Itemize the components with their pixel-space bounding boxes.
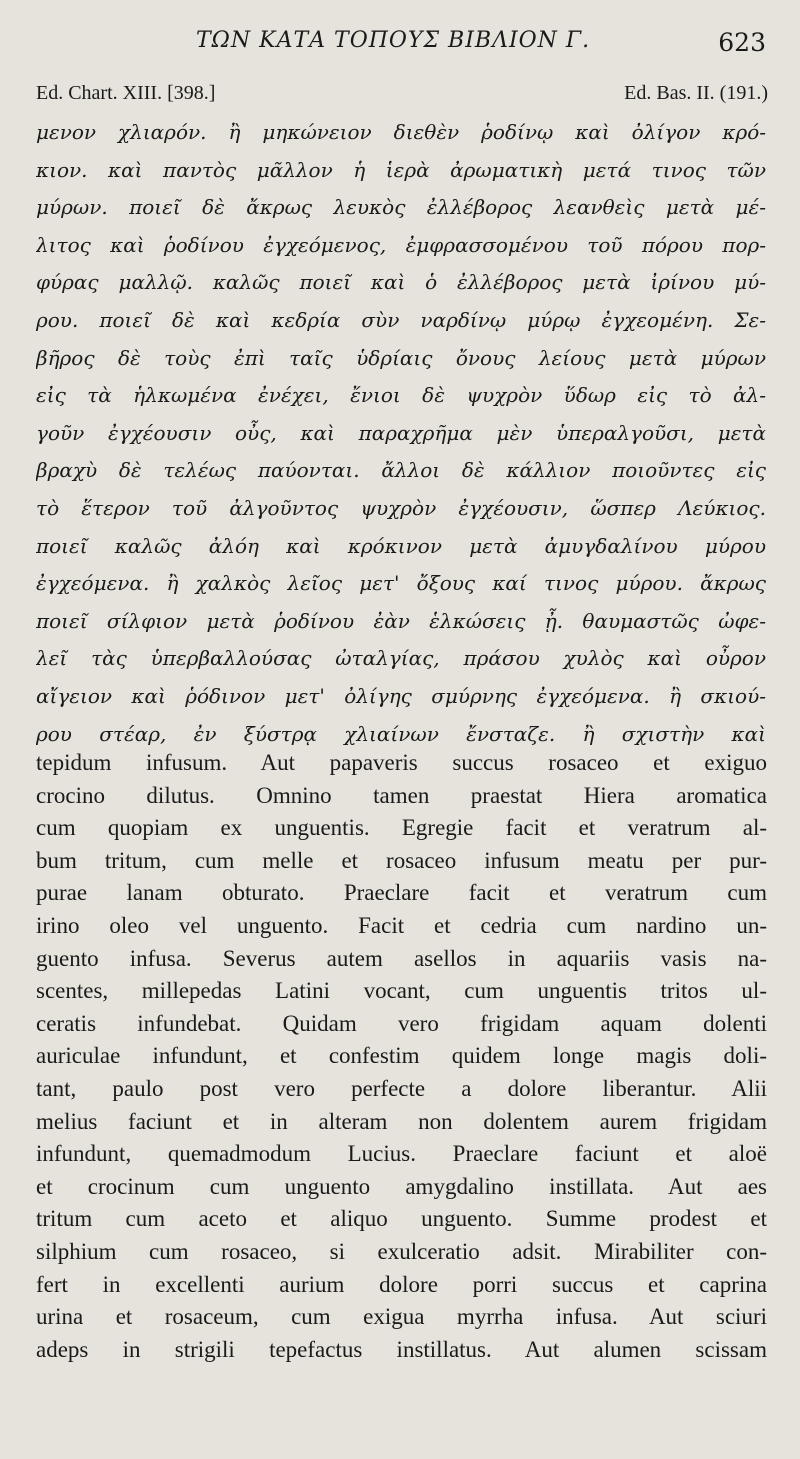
greek-line: μύρων. ποιεῖ δὲ ἄκρως λευκὸς ἐλλέβορος λεανθεὶς μετὰ μέ- — [36, 195, 766, 220]
latin-line: bum tritum, cum melle et rosaceo infusum meatu per pur- — [36, 847, 767, 873]
latin-line: tritum cum aceto et aliquo unguento. Summe prodest et — [36, 1206, 767, 1232]
latin-line: silphium cum rosaceo, si exulceratio adsit. Mirabiliter con- — [36, 1238, 767, 1264]
greek-line: εἰς τὰ ἡλκωμένα ἐνέχει, ἔνιοι δὲ ψυχρὸν ὕδωρ εἰς τὸ ἀλ- — [36, 383, 766, 408]
latin-line: cum quopiam ex unguentis. Egregie facit et veratrum al- — [36, 815, 767, 841]
greek-text-block — [36, 114, 766, 753]
latin-line: guento infusa. Severus autem asellos in aquariis vasis na- — [36, 945, 767, 971]
latin-line: scentes, millepedas Latini vocant, cum unguentis tritos ul- — [36, 978, 767, 1004]
latin-line: infundunt, quemadmodum Lucius. Praeclare faciunt et aloë — [36, 1141, 767, 1167]
latin-text-block — [36, 747, 767, 1366]
greek-line: τὸ ἕτερον τοῦ ἀλγοῦντος ψυχρὸν ἐγχέουσιν, ὥσπερ Λεύκιος. — [36, 495, 766, 520]
latin-line: melius faciunt et in alteram non dolentem aurem frigidam — [36, 1108, 767, 1134]
running-title: ΤΩΝ ΚΑΤΑ ΤΟΠΟΥΣ ΒΙΒΛΙΟΝ Γ. — [196, 28, 591, 53]
latin-line: urina et rosaceum, cum exigua myrrha infusa. Aut sciuri — [36, 1304, 767, 1330]
greek-line: γοῦν ἐγχέουσιν οὖς, καὶ παραχρῆμα μὲν ὑπεραλγοῦσι, μετὰ — [36, 420, 766, 445]
latin-line: et crocinum cum unguento amygdalino instillata. Aut aes — [36, 1173, 767, 1199]
greek-line: φύρας μαλλῷ. καλῶς ποιεῖ καὶ ὁ ἐλλέβορος μετὰ ἰρίνου μύ- — [36, 270, 766, 295]
edition-references — [0, 82, 800, 112]
greek-line: ποιεῖ καλῶς ἀλόη καὶ κρόκινον μετὰ ἀμυγδαλίνου μύρου — [36, 533, 766, 558]
latin-line: adeps in strigili tepefactus instillatus. Aut alumen scissam — [36, 1336, 767, 1362]
latin-line: crocino dilutus. Omnino tamen praestat Hiera aromatica — [36, 782, 767, 808]
greek-line: ρου. ποιεῖ δὲ καὶ κεδρία σὺν ναρδίνῳ μύρῳ ἐγχεομένη. Σε- — [36, 307, 766, 332]
greek-line: βραχὺ δὲ τελέως παύονται. ἄλλοι δὲ κάλλιον ποιοῦντες εἰς — [36, 458, 766, 483]
greek-line: κιον. καὶ παντὸς μᾶλλον ἡ ἱερὰ ἀρωματικὴ μετά τινος τῶν — [36, 157, 766, 182]
greek-line: λεῖ τὰς ὑπερβαλλούσας ὠταλγίας, πράσου χυλὸς καὶ οὖρον — [36, 646, 766, 671]
edition-left: Ed. Chart. XIII. [398.] — [36, 82, 216, 104]
greek-line: ρου στέαρ, ἐν ξύστρᾳ χλιαίνων ἔνσταζε. ἢ σχιστὴν καὶ — [36, 721, 766, 746]
latin-line: purae lanam obturato. Praeclare facit et veratrum cum — [36, 880, 767, 906]
latin-line: fert in excellenti aurium dolore porri succus et caprina — [36, 1271, 767, 1297]
greek-line: ποιεῖ σίλφιον μετὰ ῥοδίνου ἐὰν ἑλκώσεις ᾖ. θαυμαστῶς ὠφε- — [36, 608, 766, 633]
latin-line: auriculae infundunt, et confestim quidem longe magis doli- — [36, 1043, 767, 1069]
latin-line: ceratis infundebat. Quidam vero frigidam aquam dolenti — [36, 1010, 767, 1036]
greek-line: αἴγειον καὶ ῥόδινον μετ' ὀλίγης σμύρνης ἐγχεόμενα. ἢ σκιού- — [36, 683, 766, 708]
latin-line: irino oleo vel unguento. Facit et cedria cum nardino un- — [36, 912, 767, 938]
greek-line: λιτος καὶ ῥοδίνου ἐγχεόμενος, ἐμφρασσομένου τοῦ πόρου πορ- — [36, 232, 766, 257]
page-number: 623 — [718, 28, 766, 57]
latin-line: tepidum infusum. Aut papaveris succus rosaceo et exiguo — [36, 750, 767, 775]
greek-line: μενον χλιαρόν. ἢ μηκώνειον διεθὲν ῥοδίνῳ καὶ ὀλίγον κρό- — [36, 120, 766, 144]
running-head — [0, 28, 800, 62]
greek-line: ἐγχεόμενα. ἢ χαλκὸς λεῖος μετ' ὄξους καί τινος μύρου. ἄκρως — [36, 571, 766, 596]
latin-line: tant, paulo post vero perfecte a dolore liberantur. Alii — [36, 1075, 767, 1101]
greek-line: βῆρος δὲ τοὺς ἐπὶ ταῖς ὑδρίαις ὄνους λείους μετὰ μύρων — [36, 345, 766, 370]
edition-right: Ed. Bas. II. (191.) — [624, 82, 768, 104]
